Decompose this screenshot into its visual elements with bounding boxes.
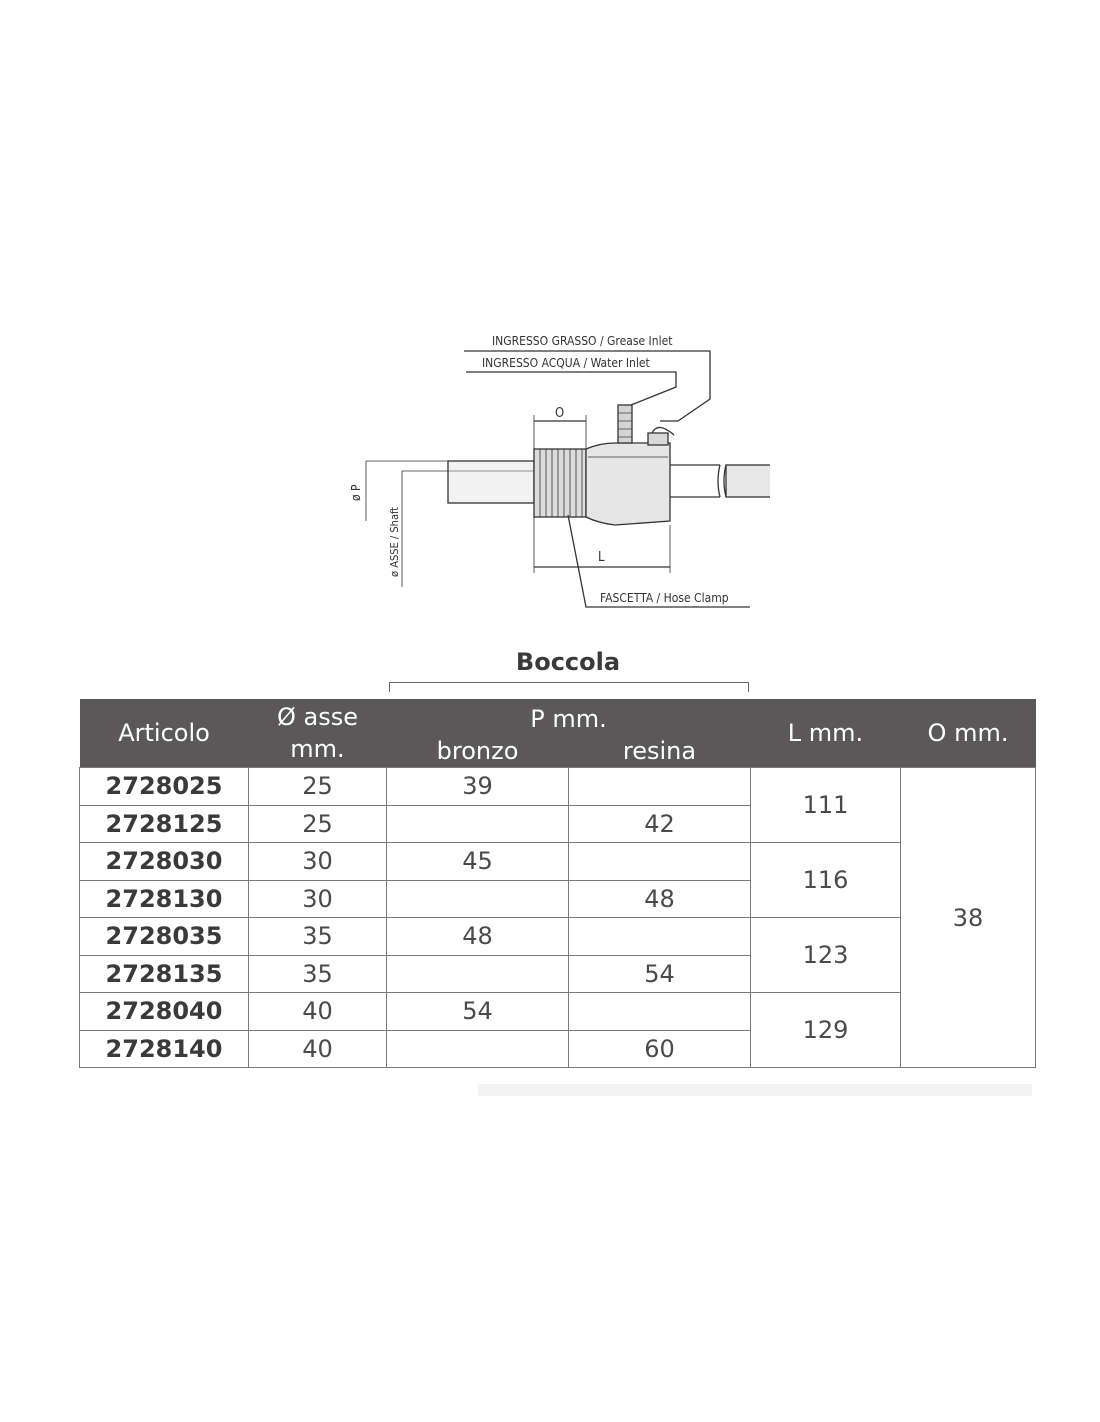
table-row [80,918,1036,956]
cell-articolo: 2728035 [80,918,249,956]
header-l: L mm. [751,699,901,768]
cell-resina: 42 [569,805,751,843]
table-title: Boccola [515,648,621,676]
cell-resina: 54 [569,955,751,993]
cell-asse: 35 [249,918,387,956]
header-o: O mm. [901,699,1036,768]
cell-bronzo [387,1030,569,1068]
cell-asse: 25 [249,768,387,806]
spec-table [79,699,1036,1068]
table-row [80,768,1036,806]
table-row [80,993,1036,1031]
cell-resina [569,993,751,1031]
decorative-shadow [478,1084,1032,1096]
cell-o: 38 [901,768,1036,1068]
cell-bronzo: 54 [387,993,569,1031]
stern-tube-bushing-drawing [330,325,770,615]
cell-asse: 30 [249,843,387,881]
cell-articolo: 2728135 [80,955,249,993]
cell-bronzo: 45 [387,843,569,881]
header-articolo: Articolo [80,699,249,768]
cell-bronzo [387,880,569,918]
cell-resina: 48 [569,880,751,918]
cell-asse: 25 [249,805,387,843]
cell-articolo: 2728140 [80,1030,249,1068]
cell-l: 111 [751,768,901,843]
table-header-row [80,699,1036,768]
cell-articolo: 2728025 [80,768,249,806]
cell-articolo: 2728125 [80,805,249,843]
o-dimension-label: O [555,406,565,421]
header-asse-line2: mm. [290,735,345,763]
cell-resina [569,918,751,956]
cell-bronzo [387,955,569,993]
cell-l: 116 [751,843,901,918]
table-row [80,843,1036,881]
cell-asse: 40 [249,993,387,1031]
header-asse-line1: Ø asse [277,703,358,731]
header-asse [249,699,387,768]
cell-articolo: 2728040 [80,993,249,1031]
l-dimension-label: L [598,550,605,565]
cell-bronzo: 48 [387,918,569,956]
cell-asse: 30 [249,880,387,918]
cell-resina: 60 [569,1030,751,1068]
cell-resina [569,768,751,806]
cell-resina [569,843,751,881]
cell-articolo: 2728030 [80,843,249,881]
cell-l: 129 [751,993,901,1068]
cell-articolo: 2728130 [80,880,249,918]
cell-bronzo: 39 [387,768,569,806]
header-p-label: P mm. [530,705,607,733]
header-resina: resina [622,737,697,765]
shaft-dimension-label: ø ASSE / Shaft [388,506,401,577]
title-bracket [389,682,749,692]
cell-l: 123 [751,918,901,993]
header-p [387,699,751,768]
technical-drawing [330,325,770,615]
water-inlet-label: INGRESSO ACQUA / Water Inlet [482,356,650,370]
grease-inlet-label: INGRESSO GRASSO / Grease Inlet [492,334,673,348]
cell-bronzo [387,805,569,843]
cell-asse: 40 [249,1030,387,1068]
header-bronzo: bronzo [436,737,519,765]
p-dimension-label: ø P [349,484,363,501]
cell-asse: 35 [249,955,387,993]
hose-clamp-label: FASCETTA / Hose Clamp [600,591,729,605]
